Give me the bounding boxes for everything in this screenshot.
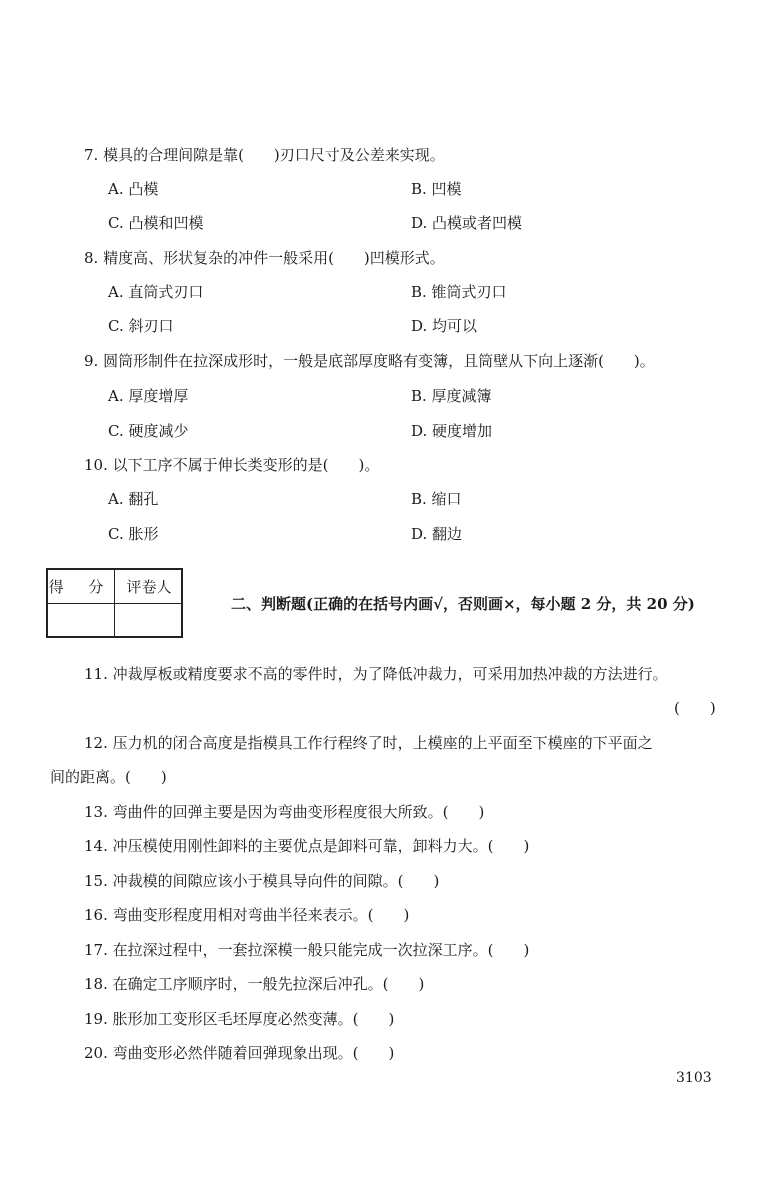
page-number: 3103 <box>676 1070 712 1086</box>
question-9-option-c: C. 硬度减少 <box>108 422 189 440</box>
grader-label: 评卷人 <box>126 578 172 596</box>
question-10-option-a: A. 翻孔 <box>108 490 159 508</box>
question-10: 10. 以下工序不属于伸长类变形的是( )。 <box>84 456 380 474</box>
score-table <box>46 568 183 638</box>
question-17: 17. 在拉深过程中，一套拉深模一般只能完成一次拉深工序。( ) <box>84 941 530 959</box>
question-7-option-b: B. 凹模 <box>411 180 462 198</box>
question-9-option-b: B. 厚度减簿 <box>411 387 492 405</box>
question-19: 19. 胀形加工变形区毛坯厚度必然变薄。( ) <box>84 1010 395 1028</box>
question-7: 7. 模具的合理间隙是靠( )刃口尺寸及公差来实现。 <box>84 146 445 164</box>
question-13: 13. 弯曲件的回弹主要是因为弯曲变形程度很大所致。( ) <box>84 803 485 821</box>
question-14: 14. 冲压模使用刚性卸料的主要优点是卸料可靠，卸料力大。( ) <box>84 837 530 855</box>
question-8-option-d: D. 均可以 <box>411 317 478 335</box>
question-15: 15. 冲裁模的间隙应该小于模具导向件的间隙。( ) <box>84 872 440 890</box>
section-title: 二、判断题(正确的在括号内画√，否则画×，每小题 2 分，共 20 分) <box>231 595 695 613</box>
question-8: 8. 精度高、形状复杂的冲件一般采用( )凹模形式。 <box>84 249 445 267</box>
question-12-continued: 间的距离。( ) <box>50 768 167 786</box>
question-18: 18. 在确定工序顺序时，一般先拉深后冲孔。( ) <box>84 975 425 993</box>
question-9-option-a: A. 厚度增厚 <box>108 387 189 405</box>
question-16: 16. 弯曲变形程度用相对弯曲半径来表示。( ) <box>84 906 410 924</box>
question-7-option-d: D. 凸模或者凹模 <box>411 214 523 232</box>
question-8-option-b: B. 锥筒式刃口 <box>411 283 507 301</box>
question-8-option-a: A. 直筒式刃口 <box>108 283 204 301</box>
question-8-option-c: C. 斜刃口 <box>108 317 174 335</box>
table-divider <box>48 603 181 604</box>
question-20: 20. 弯曲变形必然伴随着回弹现象出现。( ) <box>84 1044 395 1062</box>
question-12: 12. 压力机的闭合高度是指模具工作行程终了时，上模座的上平面至下模座的下平面之 <box>84 734 653 752</box>
question-9-option-d: D. 硬度增加 <box>411 422 493 440</box>
question-10-option-b: B. 缩口 <box>411 490 462 508</box>
question-11: 11. 冲裁厚板或精度要求不高的零件时，为了降低冲裁力，可采用加热冲裁的方法进行。 <box>84 665 668 683</box>
question-10-option-c: C. 胀形 <box>108 525 159 543</box>
question-10-option-d: D. 翻边 <box>411 525 463 543</box>
score-label: 得 分 <box>48 578 114 596</box>
question-9: 9. 圆筒形制件在拉深成形时，一般是底部厚度略有变簿，且筒壁从下向上逐渐( )。 <box>84 352 655 370</box>
question-7-option-c: C. 凸模和凹模 <box>108 214 204 232</box>
question-7-option-a: A. 凸模 <box>108 180 159 198</box>
question-11-bracket: ( ) <box>674 699 716 717</box>
